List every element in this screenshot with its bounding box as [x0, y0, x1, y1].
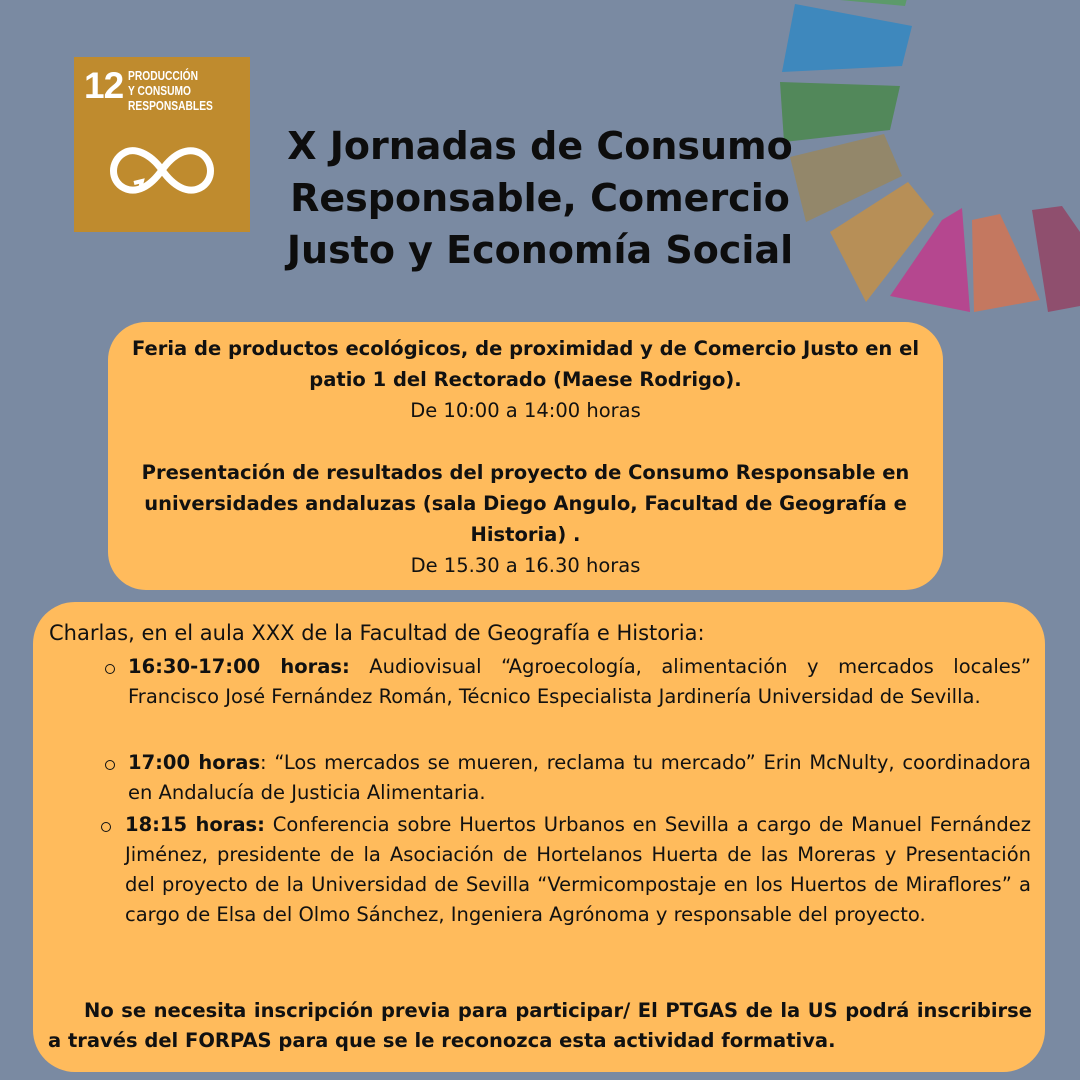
spacer: [128, 426, 923, 457]
talk-item-1: [128, 652, 1031, 712]
talk-text: : “Los mercados se mueren, reclama tu mercado” Erin McNulty, coordinadora en Andalucía de Justicia Alimentaria.: [128, 751, 1031, 804]
bullet-icon: [105, 760, 115, 770]
presentacion-title: Presentación de resultados del proyecto de Consumo Responsable en universidades andaluzas (sala Diego Angulo, Facultad de Geografía e Historia) .: [141, 461, 910, 546]
feria-time: De 10:00 a 14:00 horas: [410, 399, 641, 422]
sdg-number: 12: [84, 65, 124, 106]
talk-item-2: [128, 748, 1031, 808]
talk-time: 16:30-17:00 horas:: [128, 655, 350, 678]
talks-box: [33, 602, 1045, 1072]
wheel-segment-green: [840, 0, 912, 6]
wheel-segment-maroon: [1032, 206, 1080, 312]
talk-time: 18:15 horas:: [125, 813, 265, 836]
page-title: X Jornadas de Consumo Responsable, Comercio Justo y Economía Social: [286, 124, 794, 272]
sdg-12-logo: [74, 57, 250, 232]
events-box: [108, 322, 943, 590]
talk-text: Conferencia sobre Huertos Urbanos en Sevilla a cargo de Manuel Fernández Jiménez, presidente de la Asociación de Hortelanos Huerta de las Moreras y Presentación del proyecto de la Universidad de Sevilla “Vermicompostaje en los Huertos de Miraflores” a cargo de Elsa del Olmo Sánchez, Ingeniera Agrónoma y responsable del proyecto.: [125, 813, 1031, 926]
talk-item-3: [125, 810, 1031, 930]
presentacion-time: De 15.30 a 16.30 horas: [410, 554, 641, 577]
wheel-segment-blue: [782, 4, 912, 72]
feria-title: Feria de productos ecológicos, de proximidad y de Comercio Justo en el patio 1 del Rectorado (Maese Rodrigo).: [131, 337, 920, 391]
wheel-segment-orange: [972, 214, 1040, 312]
bullet-icon: [105, 664, 115, 674]
sdg-label: PRODUCCIÓN Y CONSUMO RESPONSABLES: [128, 69, 213, 113]
talks-heading: Charlas, en el aula XXX de la Facultad de Geografía e Historia:: [49, 621, 705, 645]
bullet-icon: [101, 822, 111, 832]
registration-note: No se necesita inscripción previa para participar/ El PTGAS de la US podrá inscribirse a través del FORPAS para que se le reconozca esta actividad formativa.: [48, 999, 1032, 1052]
talk-text: Audiovisual “Agroecología, alimentación y mercados locales” Francisco José Fernández Román, Técnico Especialista Jardinería Universidad de Sevilla.: [128, 655, 1031, 708]
talk-time: 17:00 horas: [128, 751, 261, 774]
infinity-icon: [104, 139, 220, 201]
